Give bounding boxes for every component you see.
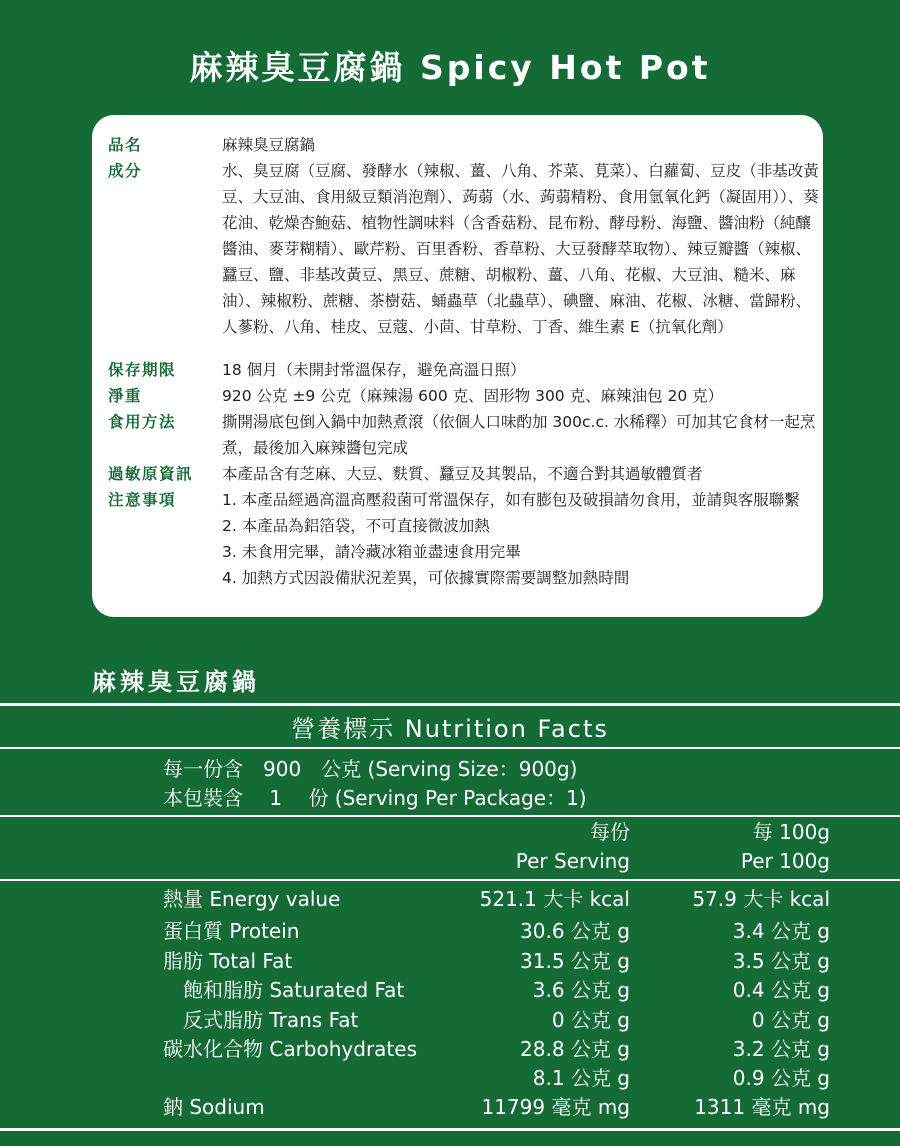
info-label: 成分 [108,162,143,180]
nutrient-per-100g: 0.9 公克 g [732,1066,830,1090]
info-label: 食用方法 [108,413,177,431]
info-value: 1. 本產品經過高溫高壓殺菌可常溫保存，如有膨包及破損請勿食用，並請與客服聯繫 2. 本產品為鋁箔袋，不可直接微波加熱 3. 未食用完畢，請冷藏冰箱並盡速食用完畢 4. 加熱方式因設備狀況差異，可依據實際需要調整加熱時間 [222,491,800,587]
nutrient-name: 脂肪 Total Fat [163,949,293,973]
info-value: 18 個月（未開封常溫保存，避免高溫日照） [222,361,526,379]
nutrient-per-serving: 31.5 公克 g [520,949,630,973]
page-title: 麻辣臭豆腐鍋 Spicy Hot Pot [189,48,711,87]
nutrient-name: 鈉 Sodium [163,1095,265,1119]
nutrient-per-100g: 3.5 公克 g [732,949,830,973]
nutrition-product-name: 麻辣臭豆腐鍋 [92,668,260,696]
col-header-per-serving-zh: 每份 [590,820,630,844]
nutrient-per-serving: 28.8 公克 g [520,1037,630,1061]
nutrient-per-serving: 0 公克 g [551,1008,630,1032]
info-value: 本產品含有芝麻、大豆、麩質、蠶豆及其製品，不適合對其過敏體質者 [222,465,703,483]
info-label: 過敏原資訊 [108,465,194,483]
info-value: 麻辣臭豆腐鍋 [222,136,316,154]
info-label: 品名 [108,136,143,154]
info-value: 水、臭豆腐（豆腐、發酵水（辣椒、薑、八角、芥菜、莧菜）、白蘿蔔、豆皮（非基改黃豆、大豆油、食用級豆類消泡劑）、蒟蒻（水、蒟蒻精粉、食用氫氧化鈣（凝固用））、葵花油、乾燥杏鮑菇、植物性調味料（含香菇粉、昆布粉、酵母粉、海鹽、醬油粉（純釀醬油、麥芽糊精）、歐芹粉、百里香粉、香草粉、大豆發酵萃取物）、辣豆瓣醬（辣椒、蠶豆、鹽、非基改黃豆、黑豆、蔗糖、胡椒粉、薑、八角、花椒、大豆油、糙米、麻油）、辣椒粉、蔗糖、茶樹菇、蛹蟲草（北蟲草）、碘鹽、麻油、花椒、冰糖、當歸粉、人蔘粉、八角、桂皮、豆蔻、小茴、甘草粉、丁香、維生素 E（抗氧化劑） [222,162,819,336]
nutrient-per-100g: 57.9 大卡 kcal [692,887,830,911]
nutrient-name: 熱量 Energy value [163,887,341,911]
divider [0,747,900,749]
nutrient-per-100g: 0 公克 g [751,1008,830,1032]
nutrient-per-serving: 11799 毫克 mg [481,1095,630,1119]
nutrient-name: 蛋白質 Protein [163,919,300,943]
nutrient-per-serving: 30.6 公克 g [520,919,630,943]
info-label: 保存期限 [108,361,177,379]
nutrient-per-100g: 3.4 公克 g [732,919,830,943]
product-info-card [92,115,823,617]
col-header-per-serving-en: Per Serving [515,849,630,873]
divider [0,879,900,881]
nutrient-per-serving: 8.1 公克 g [532,1066,630,1090]
nutrient-per-serving: 3.6 公克 g [532,978,630,1002]
nutrient-per-100g: 0.4 公克 g [732,978,830,1002]
info-label: 注意事項 [108,491,177,509]
nutrition-title: 營養標示 Nutrition Facts [291,715,609,743]
nutrient-name: 反式脂肪 Trans Fat [183,1008,359,1032]
nutrient-per-100g: 3.2 公克 g [732,1037,830,1061]
nutrient-per-serving: 521.1 大卡 kcal [479,887,630,911]
col-header-per-100g-en: Per 100g [740,849,830,873]
col-header-per-100g-zh: 每 100g [752,820,830,844]
servings-per-package: 本包裝含 1 份 (Serving Per Package：1) [163,786,587,810]
nutrient-name: 飽和脂肪 Saturated Fat [183,978,405,1002]
divider [0,703,900,706]
serving-size: 每一份含 900 公克 (Serving Size：900g) [163,757,578,781]
nutrient-name: 碳水化合物 Carbohydrates [163,1037,417,1061]
divider [0,815,900,817]
divider [0,1128,900,1131]
info-value: 撕開湯底包倒入鍋中加熱煮滾（依個人口味酌加 300c.c. 水稀釋）可加其它食材一起烹煮，最後加入麻辣醬包完成 [222,413,816,457]
info-label: 淨重 [108,387,143,405]
info-value: 920 公克 ±9 公克（麻辣湯 600 克、固形物 300 克、麻辣油包 20 克） [222,387,724,405]
nutrient-per-100g: 1311 毫克 mg [694,1095,830,1119]
